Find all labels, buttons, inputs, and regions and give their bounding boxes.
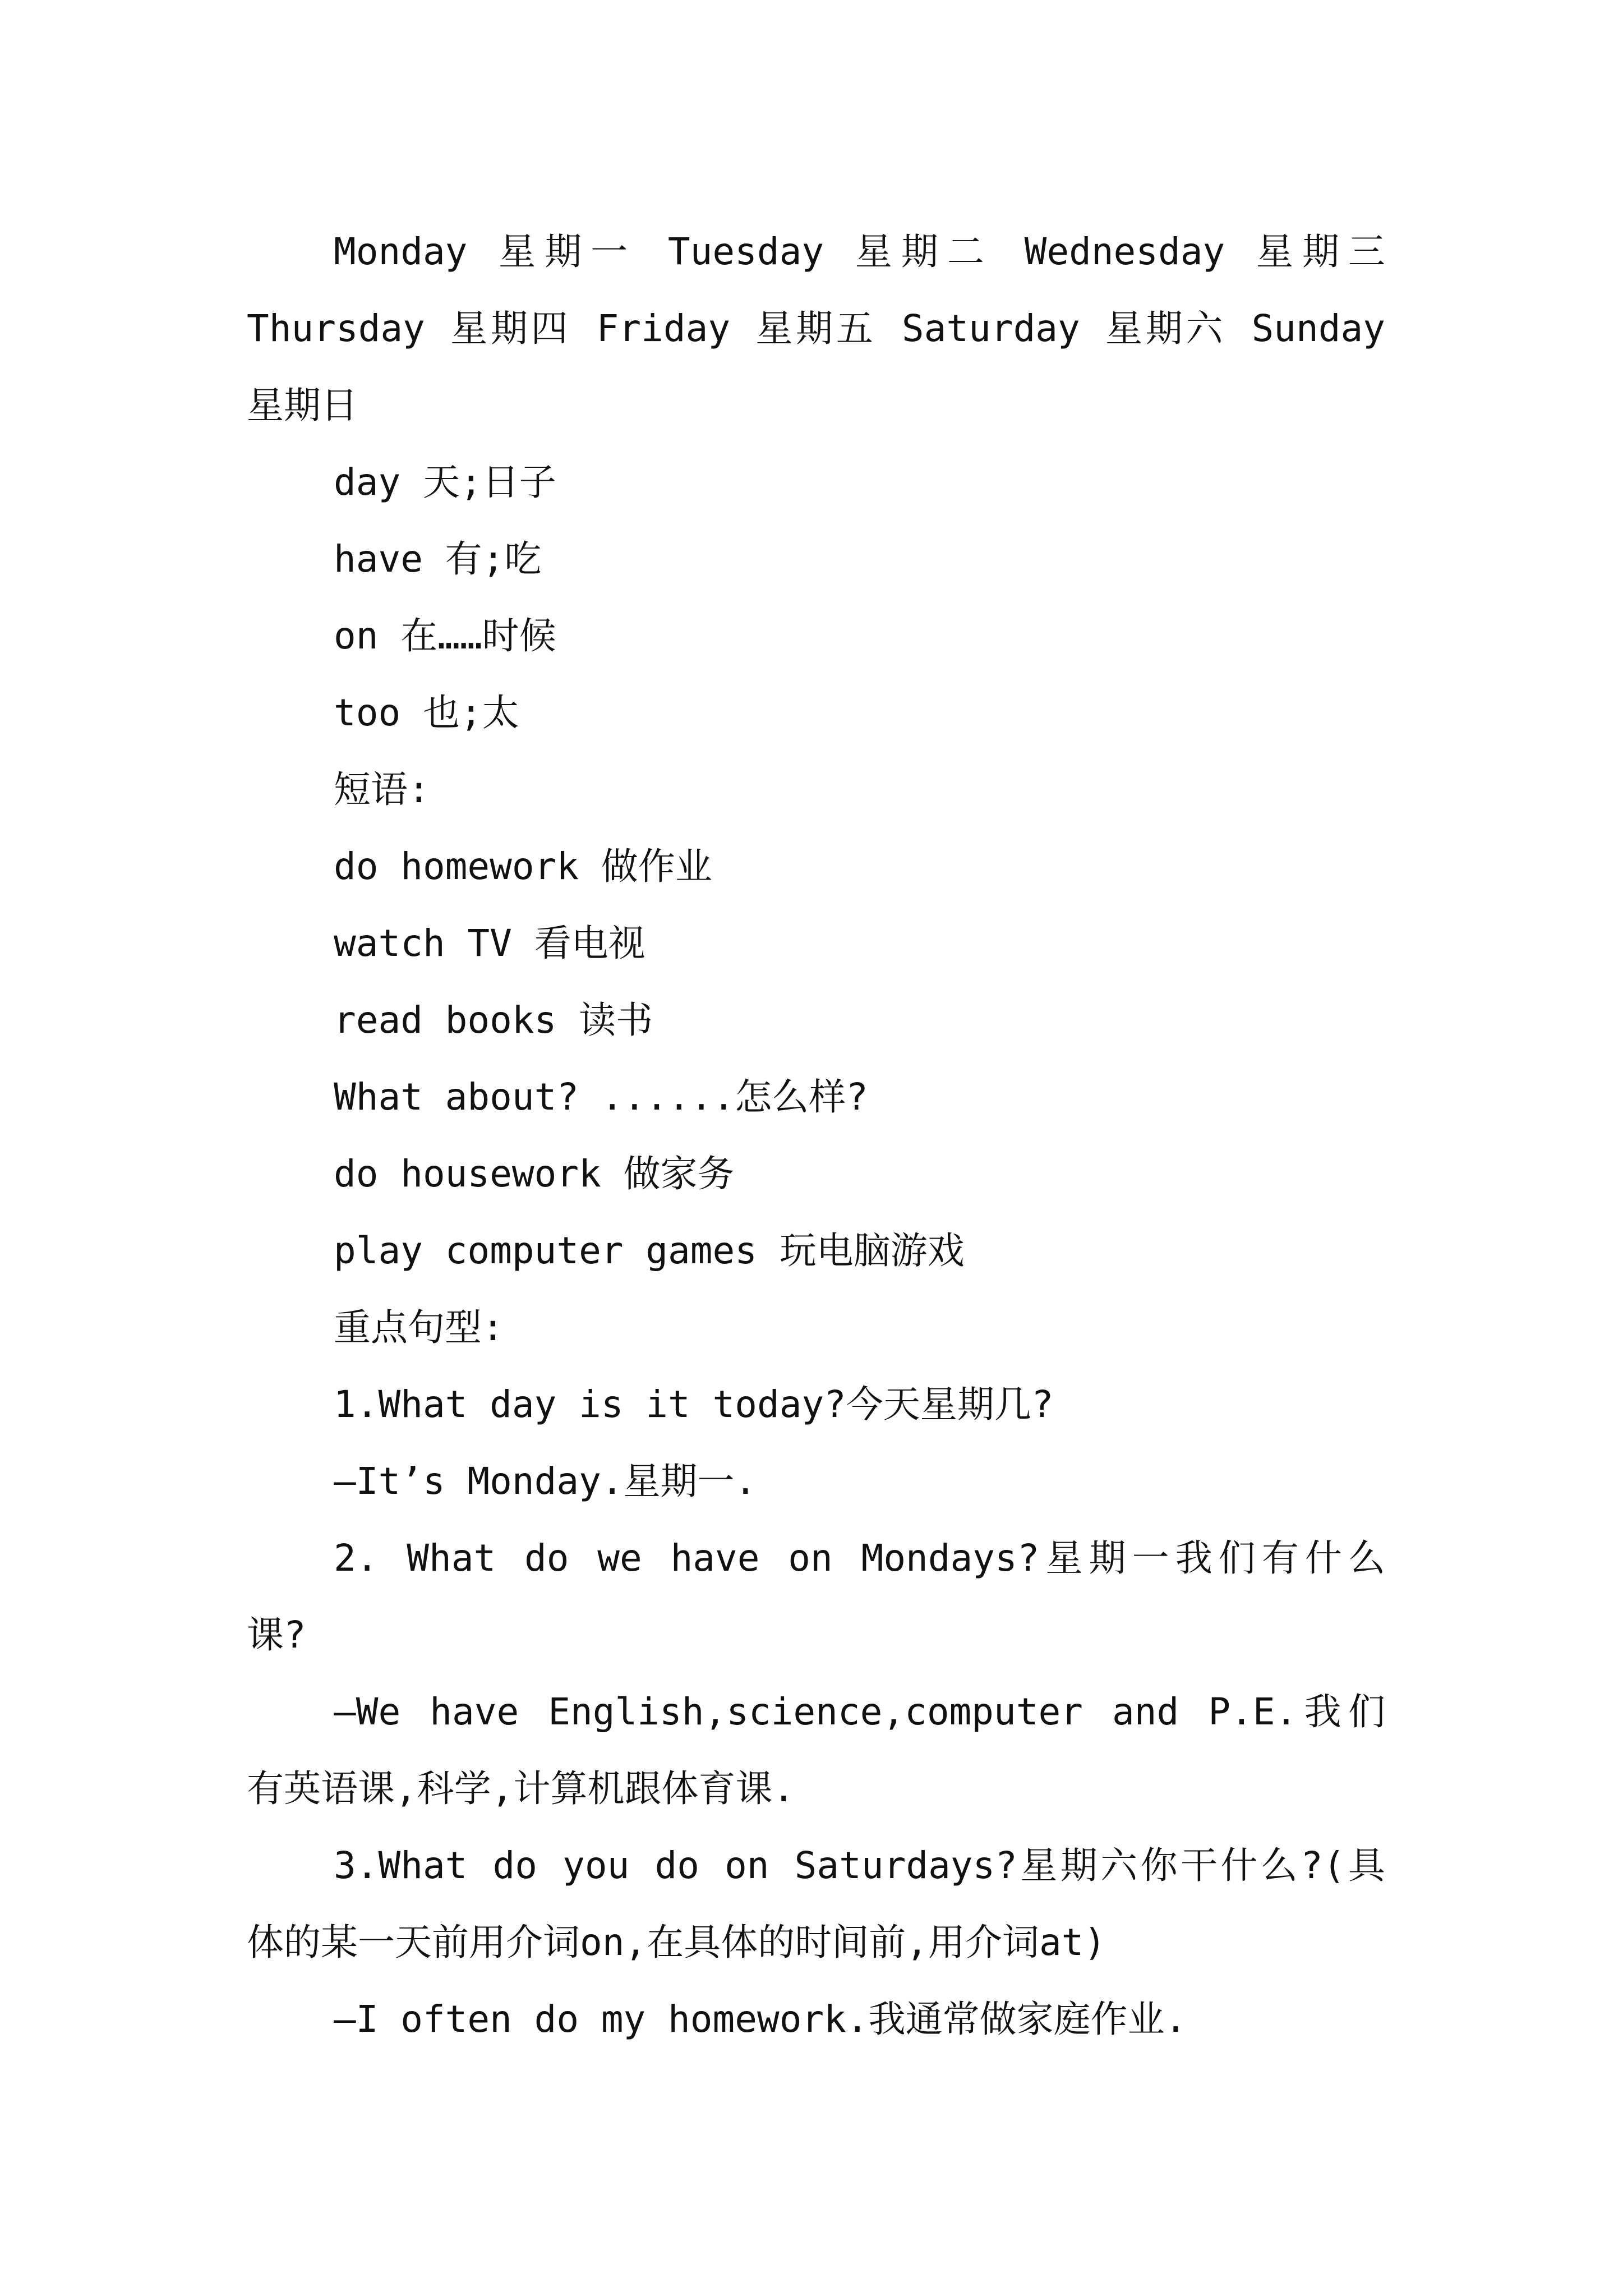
- phrase-item: What about? ......怎么样?: [334, 1075, 868, 1119]
- sentence-2-question-line-2: 课?: [247, 1613, 306, 1657]
- vocab-item: on 在……时候: [334, 614, 556, 657]
- phrase-item: play computer games 玩电脑游戏: [334, 1229, 965, 1272]
- phrases-heading: 短语:: [334, 768, 430, 811]
- phrase-item: read books 读书: [334, 999, 653, 1042]
- weekdays-line-3: 星期日: [247, 384, 358, 427]
- phrase-item: do homework 做作业: [334, 845, 712, 888]
- vocab-item: too 也;太: [334, 691, 519, 734]
- phrase-item: watch TV 看电视: [334, 922, 645, 965]
- sentence-2-question-line-1: 2. What do we have on Mondays?星期一我们有什么: [334, 1536, 1385, 1580]
- sentence-3-answer: —I often do my homework.我通常做家庭作业.: [334, 1998, 1187, 2041]
- sentence-2-answer-line-2: 有英语课,科学,计算机跟体育课.: [247, 1767, 795, 1810]
- weekdays-line-1: Monday 星期一 Tuesday 星期二 Wednesday 星期三: [334, 230, 1385, 273]
- vocab-item: day 天;日子: [334, 461, 556, 504]
- sentence-3-question-line-1: 3.What do you do on Saturdays?星期六你干什么?(具: [334, 1844, 1385, 1887]
- sentence-1-answer: —It’s Monday.星期一.: [334, 1460, 757, 1503]
- document-body: [247, 213, 1385, 2058]
- vocab-item: have 有;吃: [334, 537, 542, 581]
- weekdays-line-2: Thursday 星期四 Friday 星期五 Saturday 星期六 Sunday: [247, 307, 1385, 350]
- sentences-heading: 重点句型:: [334, 1306, 504, 1349]
- sentence-1-question: 1.What day is it today?今天星期几?: [334, 1383, 1054, 1426]
- sentence-2-answer-line-1: —We have English,science,computer and P.E.我们: [334, 1690, 1385, 1733]
- phrase-item: do housework 做家务: [334, 1152, 735, 1195]
- sentence-3-question-line-2: 体的某一天前用介词on,在具体的时间前,用介词at): [247, 1921, 1106, 1964]
